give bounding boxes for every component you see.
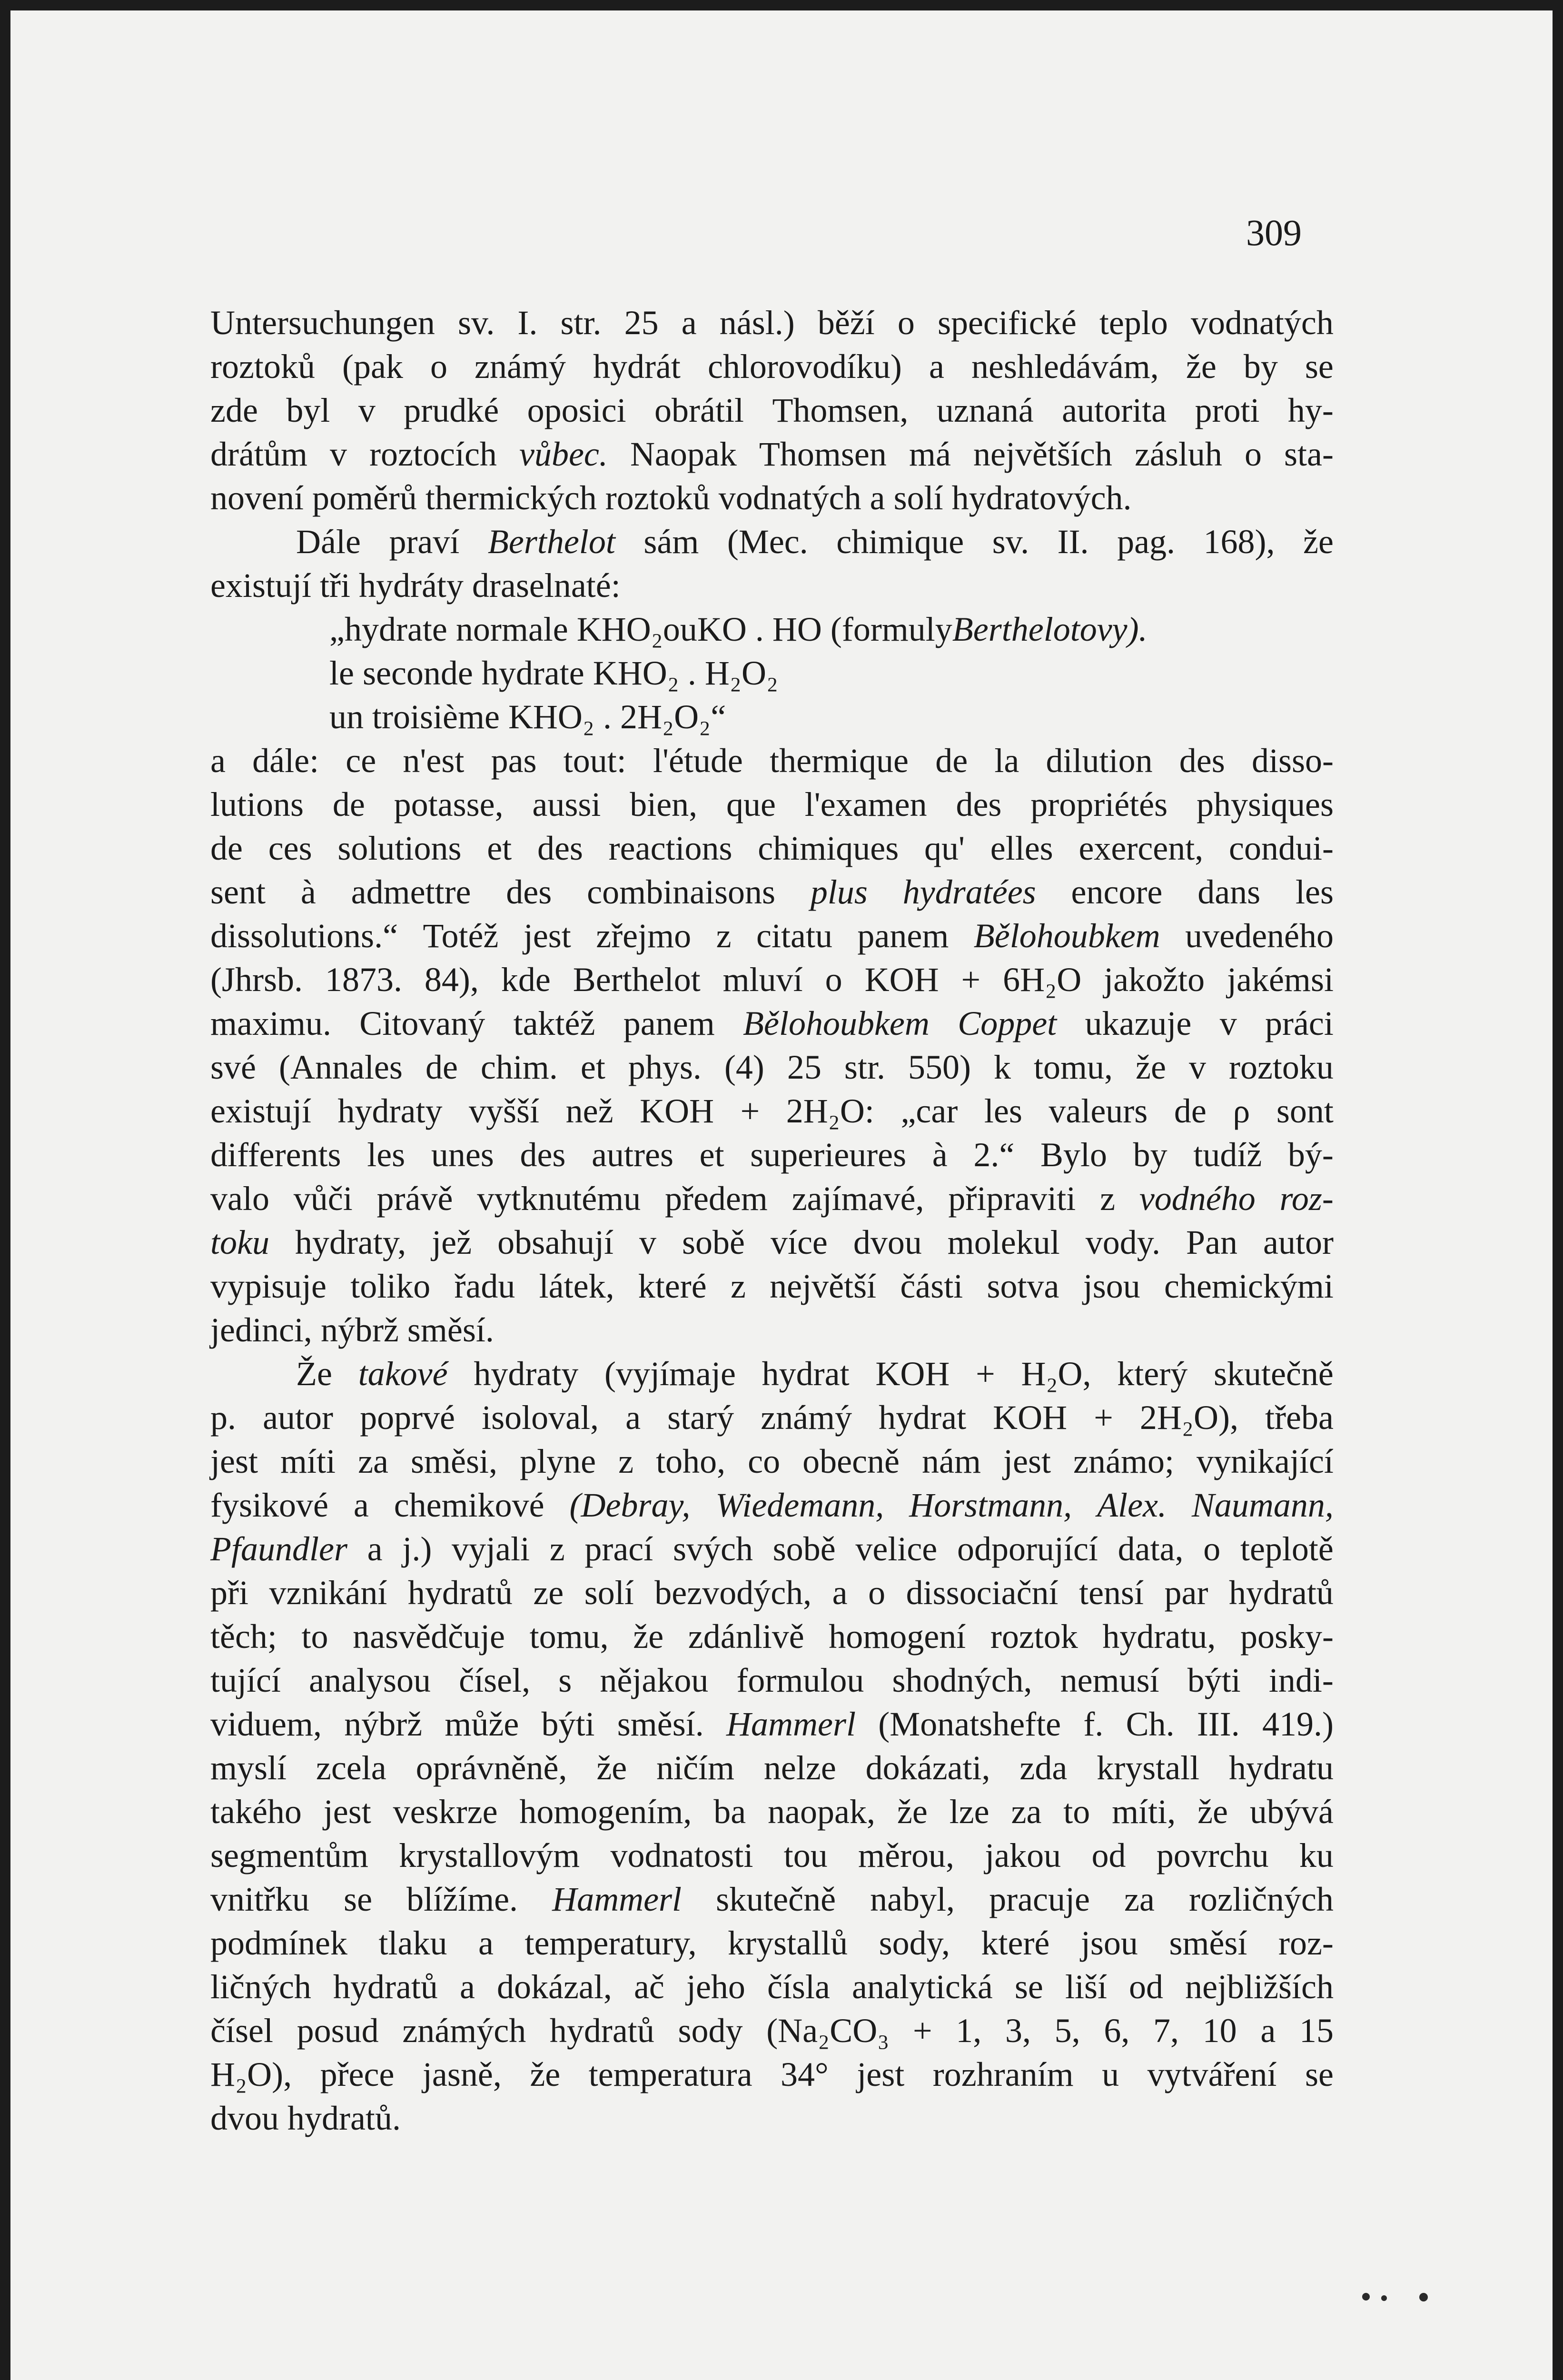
text-line: fysikové a chemikové (Debray, Wiedemann, Horstmann, Alex. Naumann, [210, 1486, 1334, 1524]
text-line: Pfaundler a j.) vyjali z prací svých sobě velice odporující data, o teplotě [210, 1530, 1334, 1568]
text-line: vypisuje toliko řadu látek, které z největší části sotva jsou chemickými [210, 1267, 1334, 1305]
text-line: ličných hydratů a dokázal, ač jeho čísla analytická se liší od nejbližších [210, 1968, 1334, 2006]
text-line: existují tři hydráty draselnaté: [210, 566, 621, 605]
text-line: existují hydraty vyšší než KOH + 2H₂O: „car les valeurs de ρ sont [210, 1092, 1334, 1130]
text-line: differents les unes des autres et superieures à 2.“ Bylo by tudíž bý- [210, 1136, 1334, 1174]
text-line: své (Annales de chim. et phys. (4) 25 str. 550) k tomu, že v roztoku [210, 1048, 1334, 1086]
text-line: těch; to nasvědčuje tomu, že zdánlivě homogení roztok hydratu, posky- [210, 1617, 1334, 1656]
text-line: drátům v roztocích vůbec. Naopak Thomsen má největších zásluh o sta- [210, 435, 1334, 473]
text-line: viduem, nýbrž může býti směsí. Hammerl (Monatshefte f. Ch. III. 419.) [210, 1705, 1334, 1743]
text-line: de ces solutions et des reactions chimiques qu' elles exercent, condui- [210, 829, 1334, 867]
text-line: takého jest veskrze homogením, ba naopak, že lze za to míti, že ubývá [210, 1793, 1334, 1831]
text-line: jest míti za směsi, plyne z toho, co obecně nám jest známo; vynikající [210, 1442, 1334, 1480]
text-line: le seconde hydrate KHO₂ . H₂O₂ [329, 654, 779, 692]
text-line: novení poměrů thermických roztoků vodnatých a solí hydratových. [210, 479, 1132, 517]
speck [1381, 2295, 1387, 2301]
text-line: H₂O), přece jasně, že temperatura 34° jest rozhraním u vytváření se [210, 2055, 1334, 2093]
text-line: dvou hydratů. [210, 2099, 401, 2137]
text-line: Že takové hydraty (vyjímaje hydrat KOH + H₂O, který skutečně [296, 1355, 1334, 1393]
text-line: segmentům krystallovým vodnatosti tou měrou, jakou od povrchu ku [210, 1836, 1334, 1874]
text-line: vnitřku se blížíme. Hammerl skutečně nabyl, pracuje za rozličných [210, 1880, 1334, 1918]
text-line: podmínek tlaku a temperatury, krystallů sody, které jsou směsí roz- [210, 1924, 1334, 1962]
scanned-page [10, 10, 1553, 2380]
text-line: (Jhrsb. 1873. 84), kde Berthelot mluví o KOH + 6H₂O jakožto jakémsi [210, 961, 1334, 999]
body-text [210, 301, 1334, 2140]
text-line: p. autor poprvé isoloval, a starý známý hydrat KOH + 2H₂O), třeba [210, 1398, 1334, 1437]
text-line: myslí zcela oprávněně, že ničím nelze dokázati, zda krystall hydratu [210, 1749, 1334, 1787]
text-line: jedinci, nýbrž směsí. [210, 1311, 494, 1349]
text-line: čísel posud známých hydratů sody (Na₂CO₃ + 1, 3, 5, 6, 7, 10 a 15 [210, 2012, 1334, 2050]
text-line: zde byl v prudké oposici obrátil Thomsen, uznaná autorita proti hy- [210, 391, 1334, 429]
page-number: 309 [1246, 212, 1302, 253]
text-line: roztoků (pak o známý hydrát chlorovodíku) a neshledávám, že by se [210, 347, 1334, 386]
text-line: un troisième KHO₂ . 2H₂O₂“ [329, 698, 726, 736]
speck [1419, 2293, 1428, 2301]
text-line: lutions de potasse, aussi bien, que l'examen des propriétés physiques [210, 785, 1334, 823]
text-line: a dále: ce n'est pas tout: l'étude thermique de la dilution des disso- [210, 742, 1334, 780]
text-line: „hydrate normale KHO₂ouKO . HO (formuly Berthelotovy). [329, 610, 1148, 648]
text-line: Untersuchungen sv. I. str. 25 a násl.) běží o specifické teplo vodnatých [210, 304, 1334, 342]
text-line: maximu. Citovaný taktéž panem Bělohoubkem Coppet ukazuje v práci [210, 1004, 1334, 1042]
text-line: dissolutions.“ Totéž jest zřejmo z citatu panem Bělohoubkem uvedeného [210, 917, 1334, 955]
speck [1362, 2293, 1370, 2301]
text-line: sent à admettre des combinaisons plus hydratées encore dans les [210, 873, 1334, 911]
text-line: toku hydraty, jež obsahují v sobě více dvou molekul vody. Pan autor [210, 1223, 1334, 1261]
text-line: tující analysou čísel, s nějakou formulou shodných, nemusí býti indi- [210, 1661, 1334, 1699]
text-line: Dále praví Berthelot sám (Mec. chimique sv. II. pag. 168), že [296, 523, 1334, 561]
text-line: při vznikání hydratů ze solí bezvodých, a o dissociační tensí par hydratů [210, 1574, 1334, 1612]
text-line: valo vůči právě vytknutému předem zajímavé, připraviti z vodného roz- [210, 1180, 1334, 1218]
